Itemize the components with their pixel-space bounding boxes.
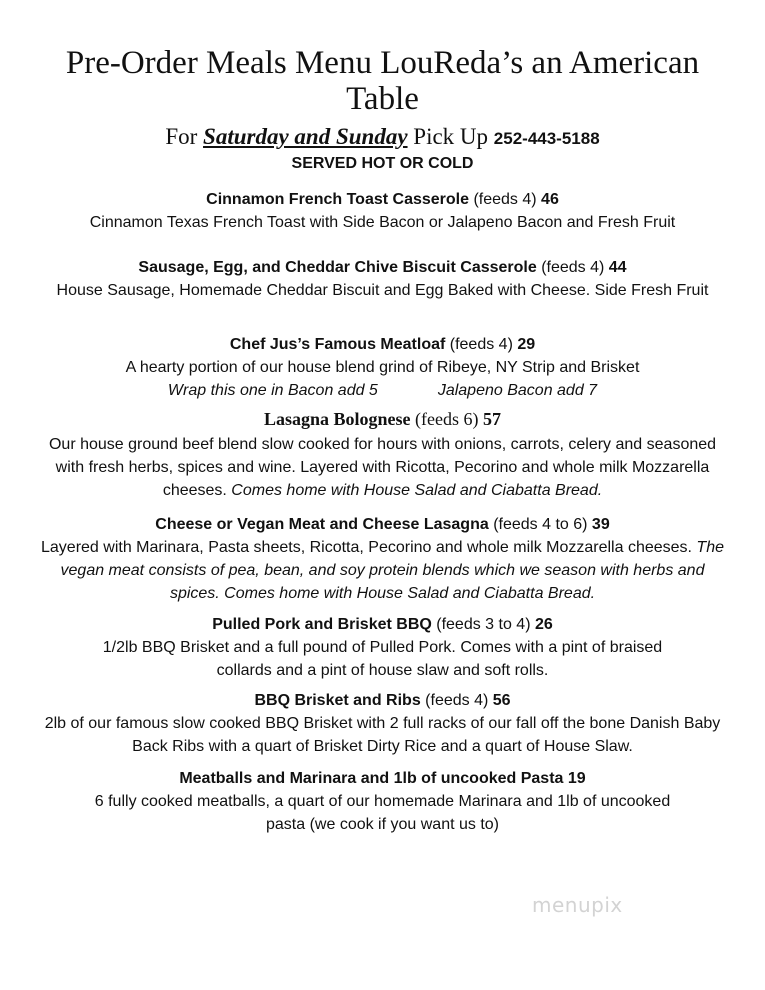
- item-name: Cinnamon French Toast Casserole: [206, 191, 470, 208]
- item-feeds: (feeds 3 to 4): [431, 616, 535, 633]
- pickup-days: Saturday and Sunday: [203, 124, 408, 149]
- menupix-watermark: menupix: [532, 893, 623, 917]
- item-description-text: Layered with Marinara, Pasta sheets, Ricotta, Pecorino and whole milk Mozzarella cheeses.: [41, 539, 697, 556]
- menu-item-meatballs-marinara: [40, 767, 725, 836]
- item-feeds: (feeds 4): [536, 259, 609, 276]
- item-description: [40, 536, 725, 605]
- item-heading: [40, 613, 725, 636]
- menu-item-french-toast: [40, 188, 725, 234]
- item-feeds: (feeds 4): [445, 336, 518, 353]
- item-price: 39: [591, 516, 610, 533]
- phone-number[interactable]: 252-443-5188: [493, 129, 600, 148]
- item-description-note: Comes home with House Salad and Ciabatta Bread.: [231, 482, 603, 499]
- item-description: Cinnamon Texas French Toast with Side Bacon or Jalapeno Bacon and Fresh Fruit: [89, 214, 676, 231]
- addon-bacon: Wrap this one in Bacon add 5: [167, 382, 378, 399]
- item-price: 57: [483, 409, 501, 429]
- item-heading: [40, 408, 725, 432]
- served-note: SERVED HOT OR COLD: [291, 155, 474, 172]
- item-description: [40, 433, 725, 502]
- item-name: Pulled Pork and Brisket BBQ: [212, 616, 432, 633]
- menu-item-meatloaf: [40, 333, 725, 402]
- item-name: BBQ Brisket and Ribs: [254, 692, 421, 709]
- for-label: For: [165, 124, 204, 149]
- item-heading: [40, 188, 725, 211]
- item-price: 29: [517, 336, 536, 353]
- item-name: Chef Jus’s Famous Meatloaf: [229, 336, 446, 353]
- pickup-line: [0, 124, 765, 150]
- menu-item-lasagna-bolognese: [40, 408, 725, 502]
- item-heading: [40, 256, 725, 279]
- item-description: House Sausage, Homemade Cheddar Biscuit and Egg Baked with Cheese. Side Fresh Fruit: [56, 282, 709, 299]
- item-name: Sausage, Egg, and Cheddar Chive Biscuit Casserole: [138, 259, 537, 276]
- page-title-line-1: Pre-Order Meals Menu LouReda’s an American: [65, 45, 700, 81]
- item-name: Lasagna Bolognese: [264, 409, 411, 429]
- item-name: Cheese or Vegan Meat and Cheese Lasagna: [155, 516, 489, 533]
- menu-item-cheese-vegan-lasagna: [40, 513, 725, 605]
- item-feeds: (feeds 4): [469, 191, 542, 208]
- menu-item-biscuit-casserole: [40, 256, 725, 302]
- item-feeds: (feeds 4): [420, 692, 493, 709]
- item-feeds: (feeds 4 to 6): [488, 516, 592, 533]
- item-feeds: (feeds 6): [410, 409, 483, 429]
- item-description: A hearty portion of our house blend grind of Ribeye, NY Strip and Brisket: [125, 359, 640, 376]
- page-title-line-2: Table: [346, 81, 419, 117]
- item-addons: [40, 379, 725, 402]
- item-description: 1/2lb BBQ Brisket and a full pound of Pulled Pork. Comes with a pint of braised collards and a pint of house slaw and soft rolls.: [102, 639, 663, 679]
- pickup-label: Pick Up: [407, 124, 494, 149]
- item-description: 2lb of our famous slow cooked BBQ Brisket with 2 full racks of our fall off the bone Danish Baby Back Ribs with a quart of Brisket Dirty Rice and a quart of House Slaw.: [44, 715, 721, 755]
- item-price: 44: [608, 259, 627, 276]
- menu-item-pulled-pork-brisket: [40, 613, 725, 682]
- addon-jalapeno-bacon: Jalapeno Bacon add 7: [437, 382, 598, 399]
- item-description-text: Our house ground beef blend slow cooked for hours with onions, carrots, celery and seasoned with fresh herbs, spices and wine. Layered with Ricotta, Pecorino and whole milk Mozzarella cheeses.: [48, 436, 717, 499]
- item-price: 46: [541, 191, 559, 208]
- item-name: Meatballs and Marinara and 1lb of uncooked Pasta 19: [179, 770, 586, 787]
- item-heading: [40, 333, 725, 356]
- item-price: 56: [492, 692, 511, 709]
- item-description: 6 fully cooked meatballs, a quart of our homemade Marinara and 1lb of uncooked pasta (we cook if you want us to): [94, 793, 671, 833]
- item-price: 26: [534, 616, 553, 633]
- item-heading: [40, 513, 725, 536]
- item-description-note: The vegan meat consists of pea, bean, and soy protein blends which we season with herbs and spices. Comes home with House Salad and Ciabatta Bread.: [60, 539, 724, 602]
- menu-item-brisket-ribs: [40, 689, 725, 758]
- item-heading: [40, 689, 725, 712]
- item-heading: [40, 767, 725, 790]
